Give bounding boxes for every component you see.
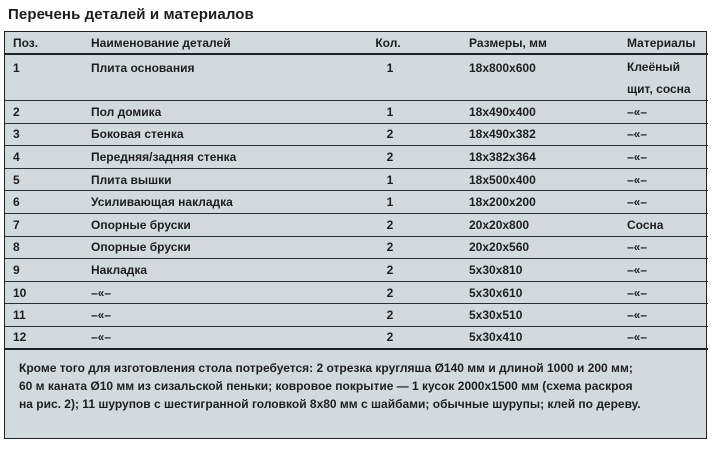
cell-qty: 2 <box>386 330 394 345</box>
cell-material: –«– <box>627 308 648 323</box>
table-row <box>5 101 708 124</box>
cell-qty: 2 <box>386 262 394 277</box>
cell-material: –«– <box>627 172 648 187</box>
cell-material: Клеёный щит, сосна <box>627 60 691 96</box>
cell-qty: 2 <box>386 285 394 300</box>
cell-name: –«– <box>91 285 112 300</box>
cell-name: –«– <box>91 308 112 323</box>
cell-pos: 12 <box>13 330 27 345</box>
header-size: Размеры, мм <box>469 35 547 50</box>
table-row <box>5 123 708 146</box>
note-line: Кроме того для изготовления стола потребуется: 2 отрезка кругляша Ø140 мм и длиной 1000 и 200 мм; <box>19 361 633 376</box>
table-row <box>5 259 708 282</box>
note-line: на рис. 2); 11 шурупов с шестигранной головкой 8x80 мм с шайбами; обычные шурупы; клей по дереву. <box>19 397 641 412</box>
cell-material: –«– <box>627 104 648 119</box>
cell-material: –«– <box>627 195 648 210</box>
materials-note <box>5 350 706 413</box>
cell-qty: 2 <box>386 308 394 323</box>
table-row <box>5 326 708 349</box>
cell-pos: 10 <box>13 285 27 300</box>
cell-qty: 1 <box>386 172 394 187</box>
parts-panel <box>4 31 707 439</box>
header-qty: Кол. <box>375 35 401 50</box>
cell-qty: 2 <box>386 149 394 164</box>
cell-pos: 11 <box>13 308 26 323</box>
page-title: Перечень деталей и материалов <box>8 6 254 23</box>
table-row <box>5 54 708 101</box>
table-row <box>5 236 708 259</box>
table-row <box>5 281 708 304</box>
cell-qty: 1 <box>386 195 394 210</box>
cell-pos: 9 <box>13 262 20 277</box>
cell-material: –«– <box>627 240 648 255</box>
cell-size: 5x30x410 <box>469 330 523 345</box>
cell-material: –«– <box>627 285 648 300</box>
cell-size: 5x30x610 <box>469 285 523 300</box>
cell-pos: 8 <box>13 240 20 255</box>
cell-qty: 1 <box>386 104 394 119</box>
note-line: 60 м каната Ø10 мм из сизальской пеньки; ковровое покрытие — 1 кусок 2000x1500 мм (схема раскроя <box>19 379 633 394</box>
cell-name: Плита основания <box>91 61 195 75</box>
cell-pos: 4 <box>13 149 20 164</box>
cell-size: 18x800x600 <box>469 61 536 75</box>
cell-material: –«– <box>627 149 648 164</box>
cell-material: –«– <box>627 330 648 345</box>
header-name: Наименование деталей <box>91 35 231 50</box>
cell-pos: 7 <box>13 217 20 232</box>
header-pos: Поз. <box>13 35 39 50</box>
cell-pos: 5 <box>13 172 20 187</box>
cell-pos: 1 <box>13 61 20 75</box>
cell-qty: 2 <box>386 217 394 232</box>
cell-material: –«– <box>627 127 648 142</box>
cell-size: 20x20x800 <box>469 217 530 232</box>
cell-pos: 3 <box>13 127 20 142</box>
table-row <box>5 191 708 214</box>
header-material: Материалы <box>627 35 696 50</box>
cell-name: Пол домика <box>91 104 162 119</box>
cell-size: 20x20x560 <box>469 240 530 255</box>
table-row <box>5 168 708 191</box>
cell-name: –«– <box>91 330 112 345</box>
cell-pos: 6 <box>13 195 20 210</box>
cell-size: 18x490x400 <box>469 104 536 119</box>
cell-name: Передняя/задняя стенка <box>91 149 237 164</box>
cell-name: Накладка <box>91 262 148 277</box>
cell-name: Плита вышки <box>91 172 172 187</box>
cell-size: 18x490x382 <box>469 127 536 142</box>
cell-material: –«– <box>627 262 648 277</box>
cell-name: Опорные бруски <box>91 240 191 255</box>
cell-name: Боковая стенка <box>91 127 184 142</box>
cell-pos: 2 <box>13 104 20 119</box>
table-row <box>5 213 708 236</box>
table-row <box>5 146 708 169</box>
cell-size: 18x500x400 <box>469 172 536 187</box>
cell-size: 5x30x510 <box>469 308 523 323</box>
parts-table <box>5 32 708 350</box>
cell-size: 18x200x200 <box>469 195 536 210</box>
cell-qty: 2 <box>386 127 394 142</box>
table-row <box>5 304 708 327</box>
cell-qty: 1 <box>386 61 394 75</box>
cell-name: Опорные бруски <box>91 217 191 232</box>
cell-size: 5x30x810 <box>469 262 523 277</box>
cell-material: Сосна <box>627 217 664 232</box>
cell-size: 18x382x364 <box>469 149 536 164</box>
cell-qty: 2 <box>386 240 394 255</box>
table-header-row <box>5 32 708 54</box>
cell-name: Усиливающая накладка <box>91 195 233 210</box>
